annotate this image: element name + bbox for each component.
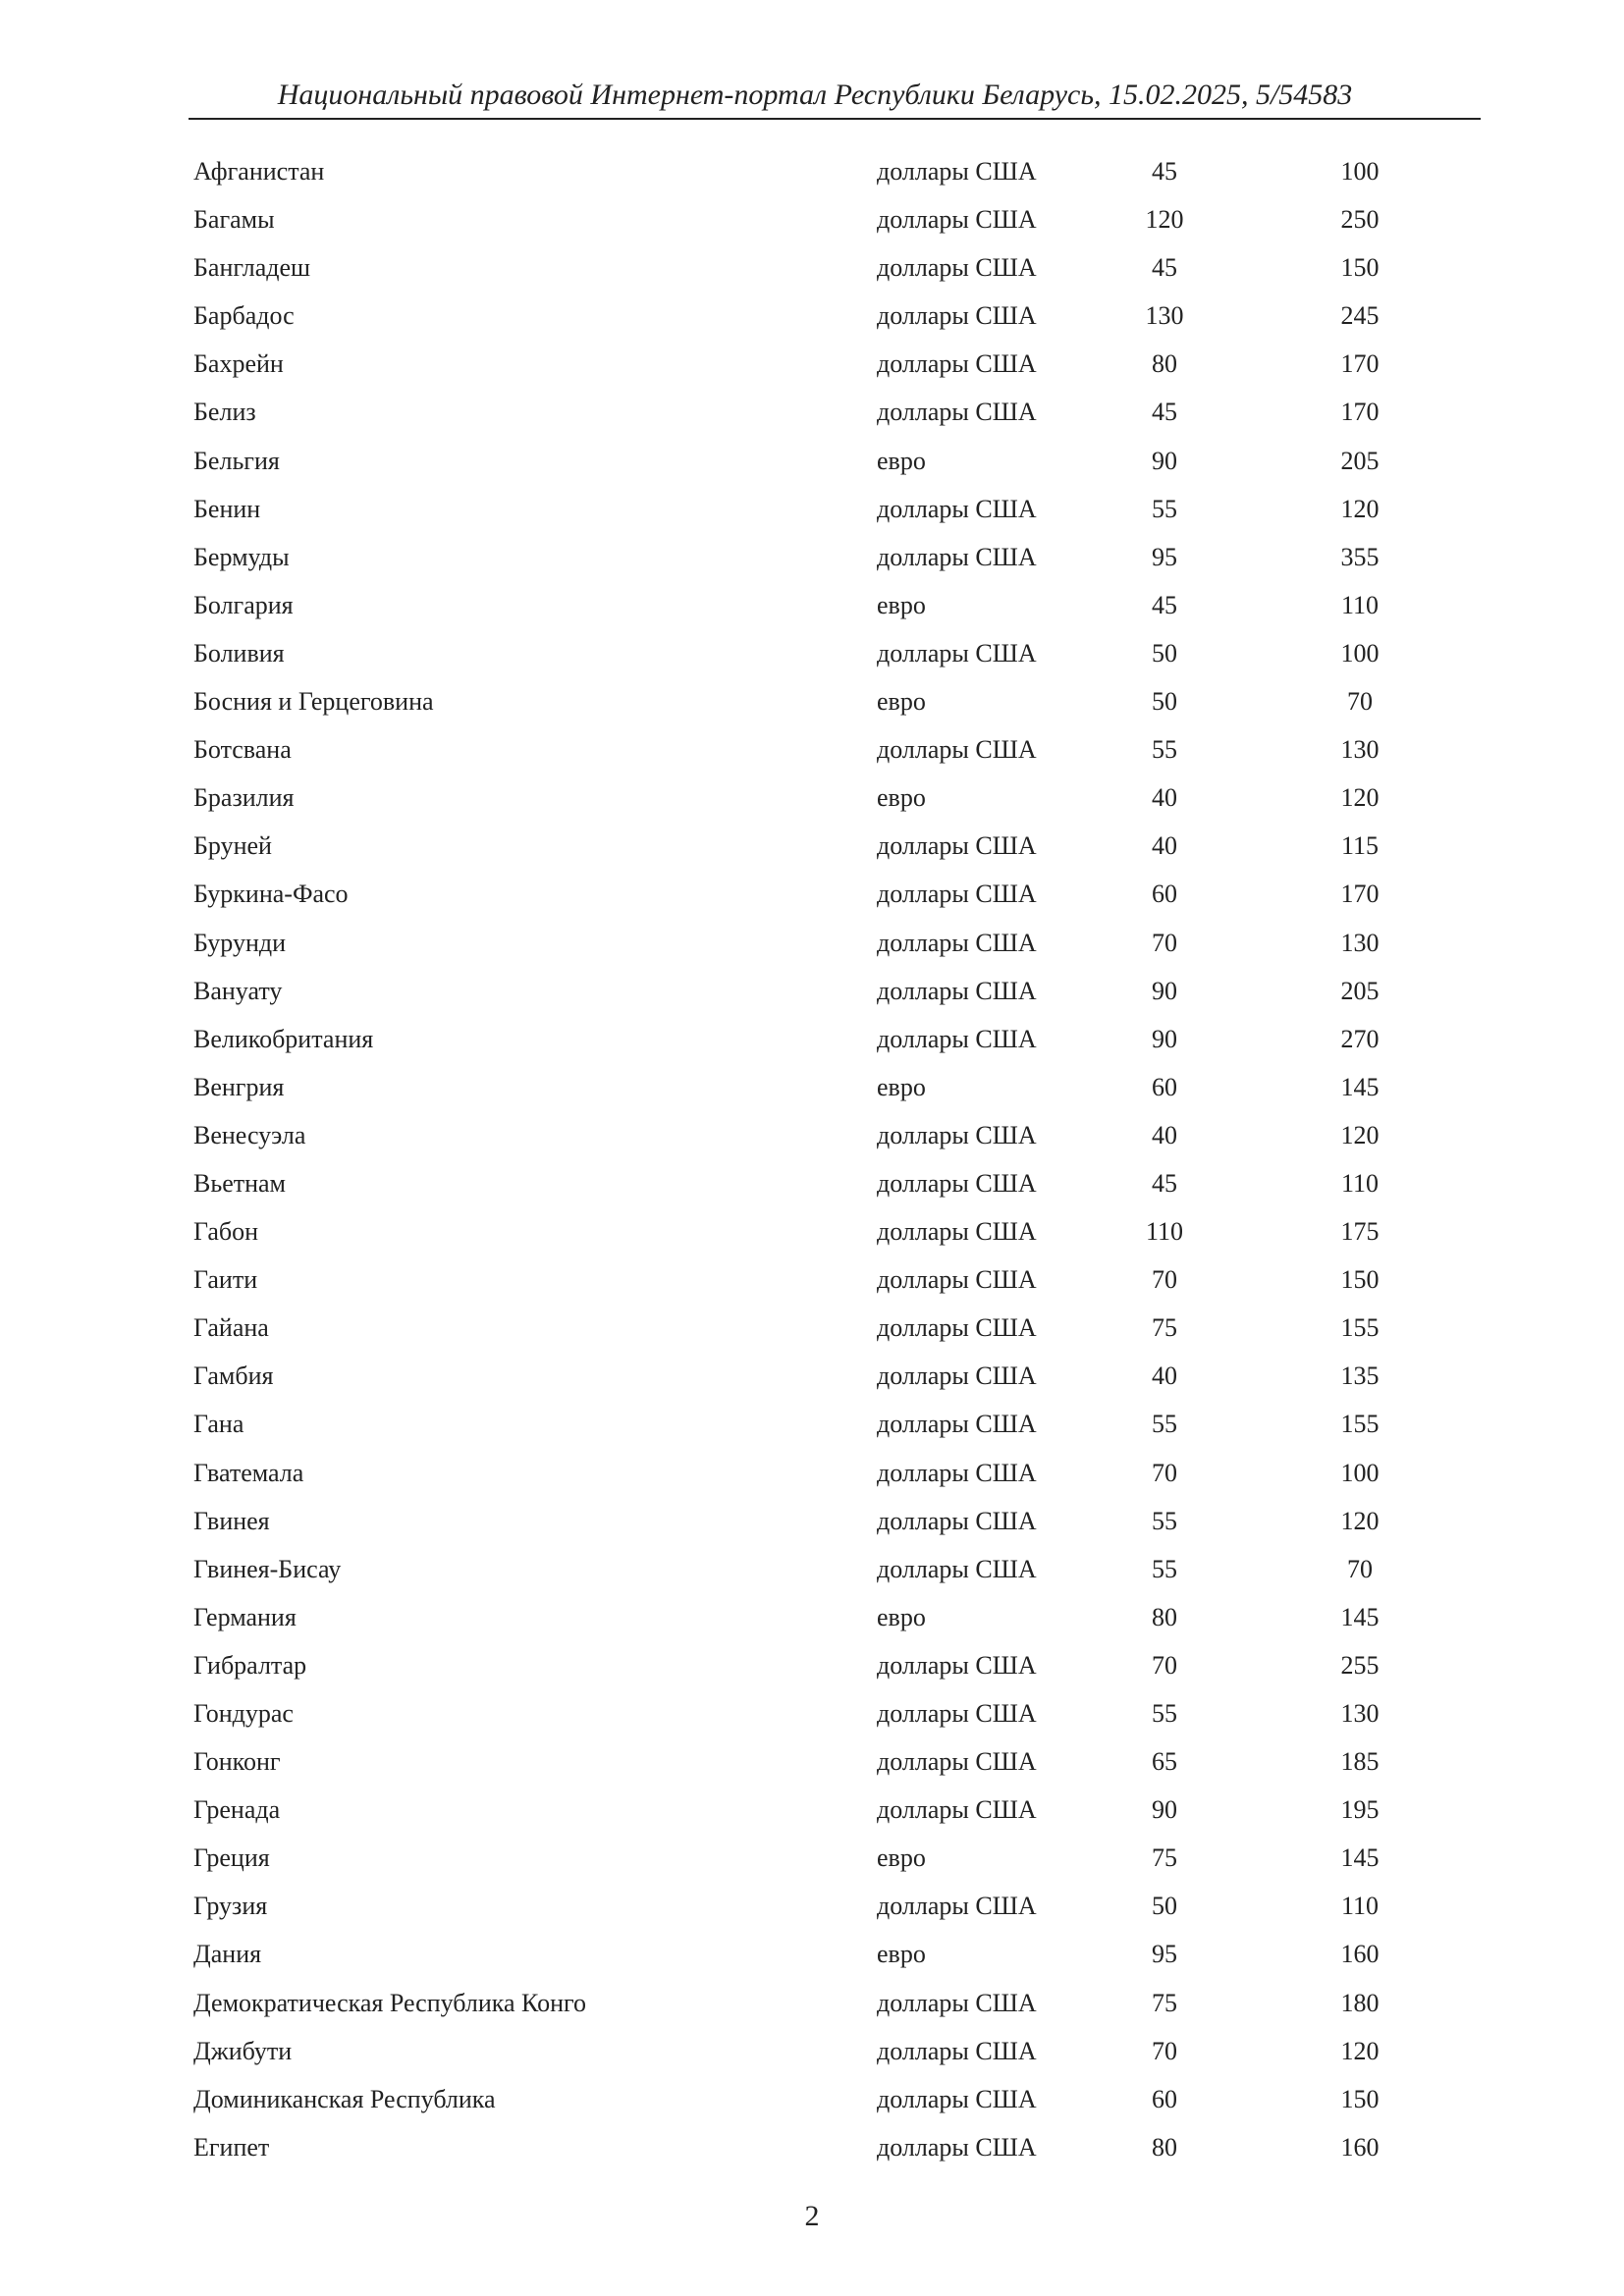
value-2-cell: 130 bbox=[1340, 928, 1380, 957]
country-cell: Доминиканская Республика bbox=[193, 2084, 496, 2113]
value-1-cell: 55 bbox=[1152, 1699, 1177, 1728]
country-cell: Греция bbox=[193, 1843, 270, 1873]
value-1-cell: 55 bbox=[1152, 1410, 1177, 1439]
table-row bbox=[0, 485, 1624, 533]
value-1-cell: 70 bbox=[1152, 2036, 1177, 2065]
value-2-cell: 170 bbox=[1340, 398, 1380, 427]
currency-cell: доллары США bbox=[877, 1313, 1037, 1343]
value-2-cell: 135 bbox=[1340, 1362, 1380, 1391]
value-2-cell: 100 bbox=[1340, 1458, 1380, 1487]
currency-cell: доллары США bbox=[877, 157, 1037, 186]
value-1-cell: 40 bbox=[1152, 831, 1177, 861]
currency-cell: доллары США bbox=[877, 735, 1037, 765]
value-1-cell: 95 bbox=[1152, 542, 1177, 571]
table-row bbox=[0, 1689, 1624, 1737]
country-cell: Дания bbox=[193, 1940, 262, 1969]
country-cell: Бермуды bbox=[193, 542, 290, 571]
table-row bbox=[0, 1449, 1624, 1497]
currency-cell: доллары США bbox=[877, 1650, 1037, 1680]
country-cell: Венесуэла bbox=[193, 1120, 306, 1149]
rates-table bbox=[0, 147, 1624, 2171]
table-row bbox=[0, 2027, 1624, 2075]
currency-cell: доллары США bbox=[877, 1120, 1037, 1149]
value-1-cell: 80 bbox=[1152, 2132, 1177, 2162]
country-cell: Бахрейн bbox=[193, 349, 284, 379]
table-row bbox=[0, 919, 1624, 967]
currency-cell: доллары США bbox=[877, 2036, 1037, 2065]
value-1-cell: 45 bbox=[1152, 1168, 1177, 1198]
country-cell: Гаити bbox=[193, 1265, 258, 1295]
value-2-cell: 155 bbox=[1340, 1410, 1380, 1439]
currency-cell: доллары США bbox=[877, 1168, 1037, 1198]
value-1-cell: 55 bbox=[1152, 494, 1177, 523]
currency-cell: евро bbox=[877, 590, 926, 619]
table-row bbox=[0, 1400, 1624, 1448]
value-1-cell: 50 bbox=[1152, 638, 1177, 667]
table-row bbox=[0, 774, 1624, 822]
table-row bbox=[0, 292, 1624, 340]
table-row bbox=[0, 629, 1624, 677]
currency-cell: доллары США bbox=[877, 1265, 1037, 1295]
value-2-cell: 150 bbox=[1340, 1265, 1380, 1295]
value-1-cell: 70 bbox=[1152, 928, 1177, 957]
country-cell: Бангладеш bbox=[193, 253, 311, 283]
value-2-cell: 205 bbox=[1340, 976, 1380, 1005]
table-row bbox=[0, 1930, 1624, 1978]
country-cell: Гондурас bbox=[193, 1699, 294, 1728]
value-1-cell: 50 bbox=[1152, 687, 1177, 717]
country-cell: Бенин bbox=[193, 494, 261, 523]
currency-cell: евро bbox=[877, 1602, 926, 1631]
value-2-cell: 150 bbox=[1340, 253, 1380, 283]
value-1-cell: 45 bbox=[1152, 157, 1177, 186]
table-row bbox=[0, 1111, 1624, 1159]
value-2-cell: 145 bbox=[1340, 1602, 1380, 1631]
table-row bbox=[0, 1063, 1624, 1111]
currency-cell: евро bbox=[877, 1940, 926, 1969]
country-cell: Белиз bbox=[193, 398, 256, 427]
country-cell: Бруней bbox=[193, 831, 272, 861]
country-cell: Гана bbox=[193, 1410, 244, 1439]
currency-cell: доллары США bbox=[877, 1747, 1037, 1777]
currency-cell: доллары США bbox=[877, 880, 1037, 909]
value-1-cell: 75 bbox=[1152, 1313, 1177, 1343]
country-cell: Багамы bbox=[193, 205, 275, 235]
currency-cell: доллары США bbox=[877, 301, 1037, 331]
country-cell: Джибути bbox=[193, 2036, 293, 2065]
table-row bbox=[0, 388, 1624, 436]
table-row bbox=[0, 1593, 1624, 1641]
value-2-cell: 245 bbox=[1340, 301, 1380, 331]
value-1-cell: 75 bbox=[1152, 1843, 1177, 1873]
country-cell: Гвинея-Бисау bbox=[193, 1554, 342, 1583]
value-1-cell: 75 bbox=[1152, 1988, 1177, 2017]
table-row bbox=[0, 533, 1624, 581]
header-divider bbox=[189, 118, 1481, 120]
table-row bbox=[0, 1352, 1624, 1400]
value-2-cell: 110 bbox=[1340, 590, 1380, 619]
value-2-cell: 155 bbox=[1340, 1313, 1380, 1343]
table-row bbox=[0, 822, 1624, 870]
country-cell: Гибралтар bbox=[193, 1650, 307, 1680]
value-1-cell: 60 bbox=[1152, 2084, 1177, 2113]
currency-cell: доллары США bbox=[877, 1795, 1037, 1825]
currency-cell: доллары США bbox=[877, 831, 1037, 861]
value-1-cell: 90 bbox=[1152, 1795, 1177, 1825]
value-1-cell: 40 bbox=[1152, 1362, 1177, 1391]
currency-cell: доллары США bbox=[877, 1458, 1037, 1487]
value-2-cell: 120 bbox=[1340, 494, 1380, 523]
value-2-cell: 110 bbox=[1340, 1892, 1380, 1921]
currency-cell: евро bbox=[877, 783, 926, 813]
value-1-cell: 90 bbox=[1152, 976, 1177, 1005]
value-2-cell: 100 bbox=[1340, 638, 1380, 667]
value-1-cell: 70 bbox=[1152, 1650, 1177, 1680]
country-cell: Германия bbox=[193, 1602, 297, 1631]
country-cell: Бельгия bbox=[193, 446, 280, 475]
value-1-cell: 40 bbox=[1152, 1120, 1177, 1149]
currency-cell: доллары США bbox=[877, 976, 1037, 1005]
value-2-cell: 170 bbox=[1340, 349, 1380, 379]
country-cell: Великобритания bbox=[193, 1024, 374, 1053]
currency-cell: доллары США bbox=[877, 1988, 1037, 2017]
value-2-cell: 170 bbox=[1340, 880, 1380, 909]
value-1-cell: 90 bbox=[1152, 1024, 1177, 1053]
table-row bbox=[0, 1834, 1624, 1882]
value-1-cell: 70 bbox=[1152, 1458, 1177, 1487]
value-1-cell: 60 bbox=[1152, 1072, 1177, 1101]
country-cell: Афганистан bbox=[193, 157, 325, 186]
value-2-cell: 180 bbox=[1340, 1988, 1380, 2017]
value-1-cell: 60 bbox=[1152, 880, 1177, 909]
currency-cell: доллары США bbox=[877, 1554, 1037, 1583]
value-1-cell: 65 bbox=[1152, 1747, 1177, 1777]
table-row bbox=[0, 1497, 1624, 1545]
value-1-cell: 110 bbox=[1145, 1217, 1184, 1247]
table-row bbox=[0, 1786, 1624, 1834]
value-2-cell: 120 bbox=[1340, 2036, 1380, 2065]
value-1-cell: 50 bbox=[1152, 1892, 1177, 1921]
value-2-cell: 205 bbox=[1340, 446, 1380, 475]
country-cell: Гонконг bbox=[193, 1747, 281, 1777]
value-2-cell: 160 bbox=[1340, 1940, 1380, 1969]
currency-cell: доллары США bbox=[877, 205, 1037, 235]
country-cell: Боливия bbox=[193, 638, 285, 667]
value-2-cell: 250 bbox=[1340, 205, 1380, 235]
country-cell: Вьетнам bbox=[193, 1168, 287, 1198]
country-cell: Бразилия bbox=[193, 783, 295, 813]
table-row bbox=[0, 1545, 1624, 1593]
table-row bbox=[0, 1015, 1624, 1063]
country-cell: Барбадос bbox=[193, 301, 295, 331]
country-cell: Босния и Герцеговина bbox=[193, 687, 434, 717]
currency-cell: доллары США bbox=[877, 638, 1037, 667]
table-row bbox=[0, 870, 1624, 918]
country-cell: Бурунди bbox=[193, 928, 286, 957]
table-row bbox=[0, 147, 1624, 195]
table-row bbox=[0, 1207, 1624, 1255]
value-2-cell: 120 bbox=[1340, 783, 1380, 813]
value-2-cell: 185 bbox=[1340, 1747, 1380, 1777]
table-row bbox=[0, 2075, 1624, 2123]
table-row bbox=[0, 725, 1624, 774]
value-1-cell: 80 bbox=[1152, 1602, 1177, 1631]
country-cell: Болгария bbox=[193, 590, 294, 619]
page-number: 2 bbox=[804, 2200, 820, 2232]
value-2-cell: 150 bbox=[1340, 2084, 1380, 2113]
currency-cell: доллары США bbox=[877, 1024, 1037, 1053]
country-cell: Габон bbox=[193, 1217, 259, 1247]
currency-cell: доллары США bbox=[877, 1699, 1037, 1728]
table-row bbox=[0, 1304, 1624, 1352]
currency-cell: доллары США bbox=[877, 542, 1037, 571]
value-1-cell: 55 bbox=[1152, 735, 1177, 765]
table-row bbox=[0, 1882, 1624, 1930]
country-cell: Египет bbox=[193, 2132, 270, 2162]
currency-cell: евро bbox=[877, 446, 926, 475]
country-cell: Венгрия bbox=[193, 1072, 285, 1101]
value-2-cell: 110 bbox=[1340, 1168, 1380, 1198]
value-1-cell: 45 bbox=[1152, 253, 1177, 283]
currency-cell: доллары США bbox=[877, 1362, 1037, 1391]
table-row bbox=[0, 677, 1624, 725]
value-2-cell: 145 bbox=[1340, 1843, 1380, 1873]
value-1-cell: 70 bbox=[1152, 1265, 1177, 1295]
currency-cell: евро bbox=[877, 687, 926, 717]
table-row bbox=[0, 581, 1624, 629]
value-2-cell: 130 bbox=[1340, 735, 1380, 765]
value-2-cell: 355 bbox=[1340, 542, 1380, 571]
currency-cell: доллары США bbox=[877, 928, 1037, 957]
currency-cell: доллары США bbox=[877, 2084, 1037, 2113]
country-cell: Буркина-Фасо bbox=[193, 880, 349, 909]
country-cell: Ботсвана bbox=[193, 735, 292, 765]
value-2-cell: 145 bbox=[1340, 1072, 1380, 1101]
value-1-cell: 55 bbox=[1152, 1506, 1177, 1535]
table-row bbox=[0, 340, 1624, 388]
value-2-cell: 160 bbox=[1340, 2132, 1380, 2162]
value-1-cell: 45 bbox=[1152, 590, 1177, 619]
country-cell: Гренада bbox=[193, 1795, 281, 1825]
value-1-cell: 40 bbox=[1152, 783, 1177, 813]
table-row bbox=[0, 1641, 1624, 1689]
value-1-cell: 45 bbox=[1152, 398, 1177, 427]
value-1-cell: 80 bbox=[1152, 349, 1177, 379]
value-2-cell: 70 bbox=[1347, 687, 1373, 717]
country-cell: Гайана bbox=[193, 1313, 269, 1343]
country-cell: Демократическая Республика Конго bbox=[193, 1988, 587, 2017]
value-2-cell: 270 bbox=[1340, 1024, 1380, 1053]
currency-cell: доллары США bbox=[877, 1410, 1037, 1439]
table-row bbox=[0, 243, 1624, 292]
currency-cell: доллары США bbox=[877, 349, 1037, 379]
currency-cell: доллары США bbox=[877, 494, 1037, 523]
value-2-cell: 100 bbox=[1340, 157, 1380, 186]
value-1-cell: 95 bbox=[1152, 1940, 1177, 1969]
value-1-cell: 120 bbox=[1145, 205, 1184, 235]
table-row bbox=[0, 1979, 1624, 2027]
value-1-cell: 55 bbox=[1152, 1554, 1177, 1583]
country-cell: Вануату bbox=[193, 976, 283, 1005]
currency-cell: доллары США bbox=[877, 2132, 1037, 2162]
value-2-cell: 120 bbox=[1340, 1120, 1380, 1149]
currency-cell: доллары США bbox=[877, 398, 1037, 427]
table-row bbox=[0, 2123, 1624, 2171]
table-row bbox=[0, 1159, 1624, 1207]
currency-cell: доллары США bbox=[877, 253, 1037, 283]
table-row bbox=[0, 1737, 1624, 1786]
table-row bbox=[0, 437, 1624, 485]
currency-cell: доллары США bbox=[877, 1506, 1037, 1535]
country-cell: Гамбия bbox=[193, 1362, 274, 1391]
table-row bbox=[0, 1255, 1624, 1304]
value-1-cell: 90 bbox=[1152, 446, 1177, 475]
currency-cell: евро bbox=[877, 1072, 926, 1101]
table-row bbox=[0, 967, 1624, 1015]
value-2-cell: 255 bbox=[1340, 1650, 1380, 1680]
value-2-cell: 175 bbox=[1340, 1217, 1380, 1247]
country-cell: Грузия bbox=[193, 1892, 268, 1921]
currency-cell: евро bbox=[877, 1843, 926, 1873]
value-2-cell: 195 bbox=[1340, 1795, 1380, 1825]
value-2-cell: 130 bbox=[1340, 1699, 1380, 1728]
value-2-cell: 120 bbox=[1340, 1506, 1380, 1535]
currency-cell: доллары США bbox=[877, 1892, 1037, 1921]
value-2-cell: 70 bbox=[1347, 1554, 1373, 1583]
header-title: Национальный правовой Интернет-портал Республики Беларусь, 15.02.2025, 5/54583 bbox=[277, 79, 1353, 111]
table-row bbox=[0, 195, 1624, 243]
value-2-cell: 115 bbox=[1340, 831, 1380, 861]
value-1-cell: 130 bbox=[1145, 301, 1184, 331]
currency-cell: доллары США bbox=[877, 1217, 1037, 1247]
country-cell: Гвинея bbox=[193, 1506, 270, 1535]
country-cell: Гватемала bbox=[193, 1458, 304, 1487]
